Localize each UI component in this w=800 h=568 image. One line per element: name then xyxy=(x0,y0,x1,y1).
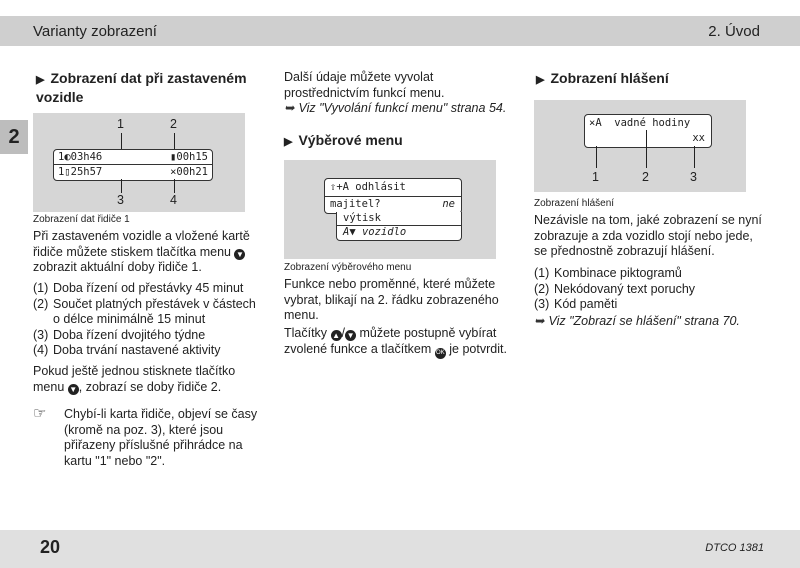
driver-times-list xyxy=(33,281,265,359)
callout-1: 1 xyxy=(117,117,124,131)
callout-line xyxy=(174,179,175,193)
lcd-divider xyxy=(54,164,212,165)
list-item: (3) Doba řízení dvojitého týdne xyxy=(33,327,206,342)
callout-4: 4 xyxy=(170,193,177,207)
note-text: Chybí-li karta řidiče, objeví se časy (kromě na poz. 3), které jsou přiřazeny příslušné přihrádce na kartu "1" nebo "2". xyxy=(64,407,258,468)
figure-driver-times xyxy=(33,113,245,212)
paragraph: Tlačítky ▲ / ▼ můžete postupně vybírat zvolené funkce a tlačítkem OK je potvrdit. xyxy=(284,326,516,359)
bullet-arrow-icon: ▶ xyxy=(536,74,545,86)
message-parts-list xyxy=(534,266,764,313)
lcd-display-back xyxy=(336,212,462,241)
header-title: Varianty zobrazení xyxy=(33,23,157,40)
callout-3: 3 xyxy=(117,193,124,207)
bullet-arrow-icon: ▶ xyxy=(36,74,45,86)
lcd-display-front xyxy=(324,178,462,214)
callout-line xyxy=(694,146,695,168)
lcd-line4: A▼ vozidlo xyxy=(343,226,407,238)
list-item: (1) Doba řízení od přestávky 45 minut xyxy=(33,281,244,295)
reference-arrow-icon: ➥ xyxy=(284,101,295,115)
paragraph: Funkce nebo proměnné, které můžete vybrat, blikají na 2. řádku zobrazeného menu. xyxy=(284,277,499,322)
chapter-tab: 2 xyxy=(0,120,28,154)
figure-caption: Zobrazení hlášení xyxy=(534,198,615,209)
callout-line xyxy=(121,133,122,149)
lcd-divider xyxy=(325,196,461,197)
list-item: (4) Doba trvání nastavené aktivity xyxy=(33,343,221,357)
callout-line xyxy=(646,130,647,168)
lcd-line1: ⨯A vadné hodiny xyxy=(589,117,691,129)
callout-line xyxy=(121,179,122,193)
lcd-line1: ⇧+A odhlásit xyxy=(330,181,406,193)
figure-selection-menu xyxy=(284,160,496,259)
menu-down-button-icon: ▼ xyxy=(236,249,244,259)
list-item: (2) Nekódovaný text poruchy xyxy=(534,281,696,296)
menu-down-button-icon: ▼ xyxy=(69,384,78,394)
lcd-line2: majitel? xyxy=(330,198,381,210)
paragraph: Nezávisle na tom, jaké zobrazení se nyní zobrazuje a zda vozidlo stojí nebo jede, se přednostně zobrazují hlášení. xyxy=(534,213,762,258)
figure-caption: Zobrazení výběrového menu xyxy=(284,262,412,273)
reference-arrow-icon: ➥ xyxy=(534,314,545,328)
ok-button-icon: OK xyxy=(435,348,446,359)
lcd-line1-right: ▮00h15 xyxy=(170,151,208,163)
lcd-line2-left: 1▯25h57 xyxy=(58,166,103,178)
lcd-display xyxy=(584,114,712,148)
paragraph: Pokud ještě jednou stisknete tlačítko menu ▼ , zobrazí se doby řidiče 2. xyxy=(33,364,236,394)
cross-reference: ➥ Viz "Zobrazí se hlášení" strana 70. xyxy=(534,314,740,328)
callout-line xyxy=(174,133,175,149)
section-title-menu: ▶ Výběrové menu xyxy=(284,132,403,148)
callout-2: 2 xyxy=(170,117,177,131)
list-item: (2) Součet platných přestávek v částech o délce minimálně 15 minut xyxy=(33,296,256,326)
lcd-line3: výtisk xyxy=(343,212,381,224)
lcd-line2: xx xyxy=(692,132,705,144)
note-hand-icon: ☞ xyxy=(33,405,47,422)
paragraph: Při zastaveném vozidle a vložené kartě řidiče můžete stiskem tlačítka menu ▼ zobrazit aktuální doby řidiče 1. xyxy=(33,229,250,274)
lcd-line1-left: 1◐03h46 xyxy=(58,151,103,163)
document-id: DTCO 1381 xyxy=(705,542,764,554)
page-footer xyxy=(0,530,800,568)
page-number: 20 xyxy=(40,537,61,557)
figure-caption: Zobrazení dat řidiče 1 xyxy=(33,214,130,225)
callout-line xyxy=(596,146,597,168)
header-chapter: 2. Úvod xyxy=(708,23,760,40)
callout-1: 1 xyxy=(592,170,599,184)
down-button-icon: ▼ xyxy=(346,331,355,340)
cross-reference: ➥ Viz "Vyvolání funkcí menu" strana 54. xyxy=(284,101,507,115)
lcd-line2-right: ⨯00h21 xyxy=(170,166,208,178)
figure-messages xyxy=(534,100,746,192)
callout-2: 2 xyxy=(642,170,649,184)
intro-text: Další údaje můžete vyvolat prostřednictvím funkcí menu. xyxy=(284,70,445,100)
page-header xyxy=(0,16,800,46)
section-title-stopped: ▶ Zobrazení dat při zastaveném vozidle xyxy=(36,70,247,105)
callout-3: 3 xyxy=(690,170,697,184)
list-item: (1) Kombinace piktogramů xyxy=(534,266,682,280)
list-item: (3) Kód paměti xyxy=(534,297,618,311)
bullet-arrow-icon: ▶ xyxy=(284,136,293,148)
lcd-display xyxy=(53,149,213,181)
section-title-messages: ▶ Zobrazení hlášení xyxy=(536,70,669,86)
lcd-line2-value: ne xyxy=(442,198,455,210)
up-button-icon: ▲ xyxy=(332,331,340,340)
